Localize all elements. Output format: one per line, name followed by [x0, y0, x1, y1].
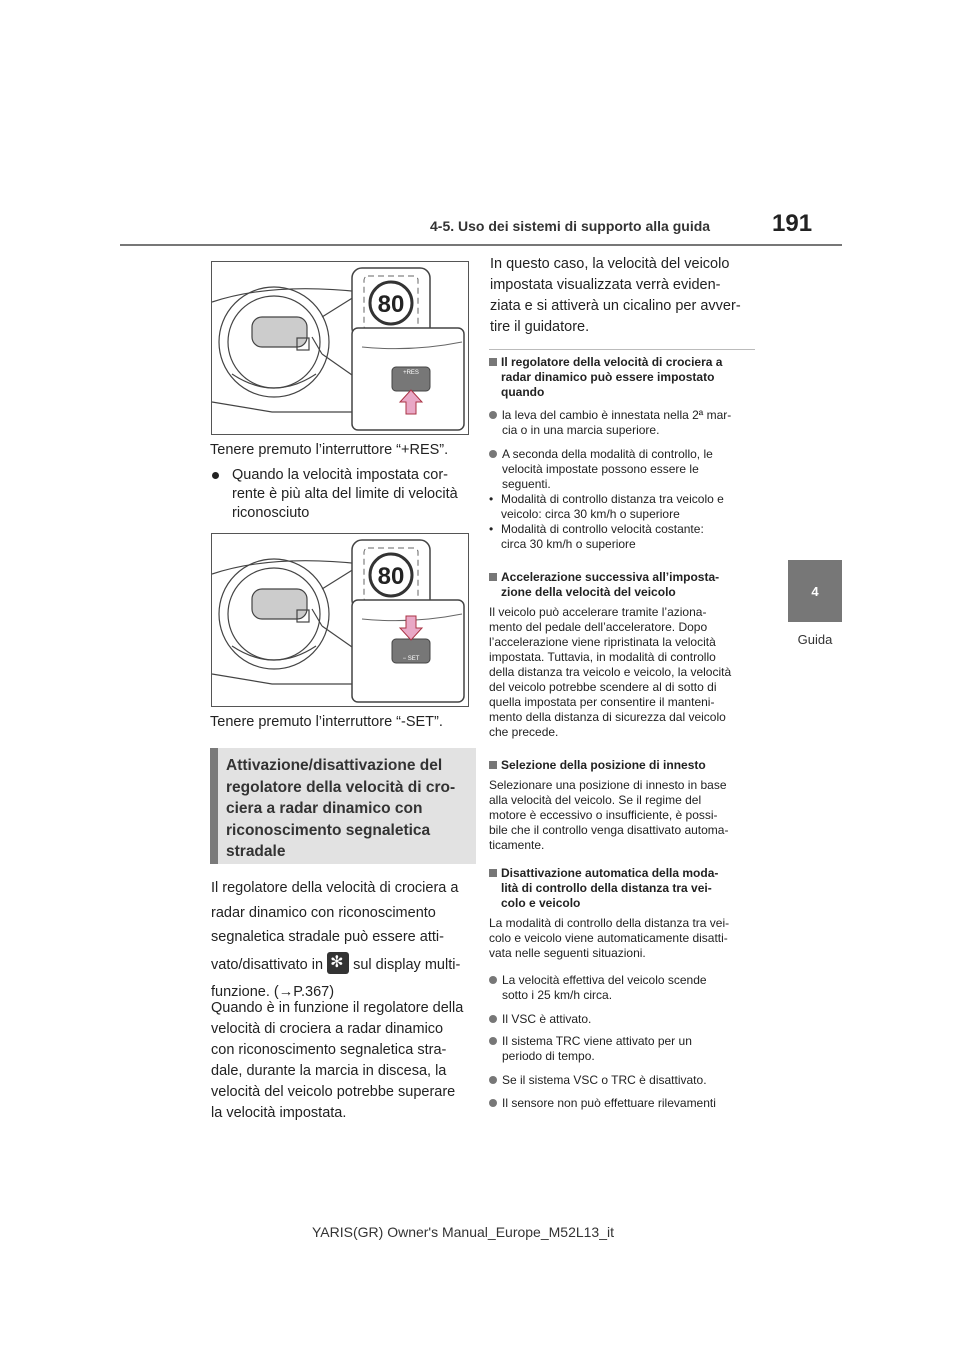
note-bullet: A seconda della modalità di controllo, le velocità impostate possono essere le seguenti. • Modalità di controllo distanza tra veicolo e veicolo: circa 30 km/h o superiore • Modalità di controllo velocità costante: circa 30 km/h o superiore [489, 447, 755, 552]
bullet-item: Quando la velocità impostata cor- rente è più alta del limite di velocità riconosciuto [212, 466, 472, 523]
note-bullet: Se il sistema VSC o TRC è disattivato. [489, 1073, 755, 1088]
figure1-caption: Tenere premuto l’interruttore “+RES”. [210, 442, 449, 458]
steering-wheel-illustration [212, 534, 468, 706]
section-heading-box [210, 748, 476, 864]
speed-sign-value: 80 [377, 563, 405, 590]
res-button-label: +RES [403, 370, 419, 376]
page-number: 191 [772, 210, 813, 237]
paragraph-activation: Il regolatore della velocità di crociera a radar dinamico con riconoscimento segnaletica stradale può essere atti- vato/disattivato in ✻ sul display multi- funzione. (→P.367) [211, 876, 460, 1004]
note-heading-acceleration: Accelerazione successiva all’imposta- zione della velocità del veicolo Il veicolo può accelerare tramite l’aziona- mento del pedale dell’acceleratore. Dopo l’accelerazione viene ripristinata la velocità impostata. Tuttavia, in modalità di controllo della distanza tra veicolo e veicolo, la velocità del veicolo potrebbe scendere al di sotto di quella impostata per consentire il manteni- mento della distanza di sicurezza dal veicolo che precede. [489, 570, 732, 739]
circle-bullet-icon [489, 1037, 497, 1045]
chapter-tab-label: Guida [797, 632, 833, 647]
paragraph-intro: In questo caso, la velocità del veicolo impostata visualizzata verrà eviden- ziata e si attiverà un cicalino per avver- tire il guidatore. [490, 256, 741, 335]
bullet-dot [212, 472, 219, 479]
circle-bullet-icon [489, 411, 497, 419]
header-rule [120, 244, 842, 246]
speed-sign-value: 80 [377, 291, 405, 318]
figure-set-switch [211, 533, 469, 707]
section-heading: Attivazione/disattivazione del regolatore della velocità di cro- ciera a radar dinamico con riconoscimento segnaletica stradale [226, 757, 456, 860]
note-bullet: Il sistema TRC viene attivato per un periodo di tempo. [489, 1034, 755, 1064]
square-bullet-icon [489, 573, 497, 581]
figure-res-switch [211, 261, 469, 435]
steering-wheel-illustration [212, 262, 468, 434]
square-bullet-icon [489, 869, 497, 877]
square-bullet-icon [489, 358, 497, 366]
square-bullet-icon [489, 761, 497, 769]
chapter-tab: 4 [788, 560, 842, 622]
circle-bullet-icon [489, 976, 497, 984]
paragraph-downhill: Quando è in funzione il regolatore della velocità di crociera a radar dinamico con riconoscimento segnaletica stra- dale, durante la marcia in discesa, la velocità del veicolo potrebbe superare la velocità impostata. [211, 1000, 464, 1121]
note-heading-setting: Il regolatore della velocità di crociera a radar dinamico può essere impostato quando [489, 355, 755, 400]
circle-bullet-icon [489, 1076, 497, 1084]
circle-bullet-icon [489, 1015, 497, 1023]
note-bullet: Il sensore non può effettuare rilevamenti [489, 1096, 755, 1111]
note-bullet: Il VSC è attivato. [489, 1012, 755, 1027]
note-heading-gear: Selezione della posizione di innesto Selezionare una posizione di innesto in base alla velocità del veicolo. Se il regime del motore è eccessivo o insufficiente, è possi- bile che il controllo venga disattivato automa- ticamente. [489, 758, 729, 852]
note-heading-auto-cancel: Disattivazione automatica della moda- lità di controllo della distanza tra vei- colo e veicolo La modalità di controllo della distanza tra vei- colo e veicolo viene automaticamente disatti- vata nelle seguenti situazioni. [489, 866, 730, 960]
circle-bullet-icon [489, 1099, 497, 1107]
column-divider [489, 349, 755, 350]
note-bullet: la leva del cambio è innestata nella 2ª mar- cia o in una marcia superiore. [489, 408, 755, 438]
set-button-label: − SET [402, 656, 420, 662]
section-title: 4-5. Uso dei sistemi di supporto alla guida [430, 218, 711, 234]
footer-manual-id: YARIS(GR) Owner's Manual_Europe_M52L13_it [312, 1224, 614, 1240]
settings-gear-icon [327, 952, 349, 974]
note-bullet: La velocità effettiva del veicolo scende sotto i 25 km/h circa. [489, 973, 755, 1003]
figure2-caption: Tenere premuto l’interruttore “-SET”. [210, 714, 443, 730]
circle-bullet-icon [489, 450, 497, 458]
